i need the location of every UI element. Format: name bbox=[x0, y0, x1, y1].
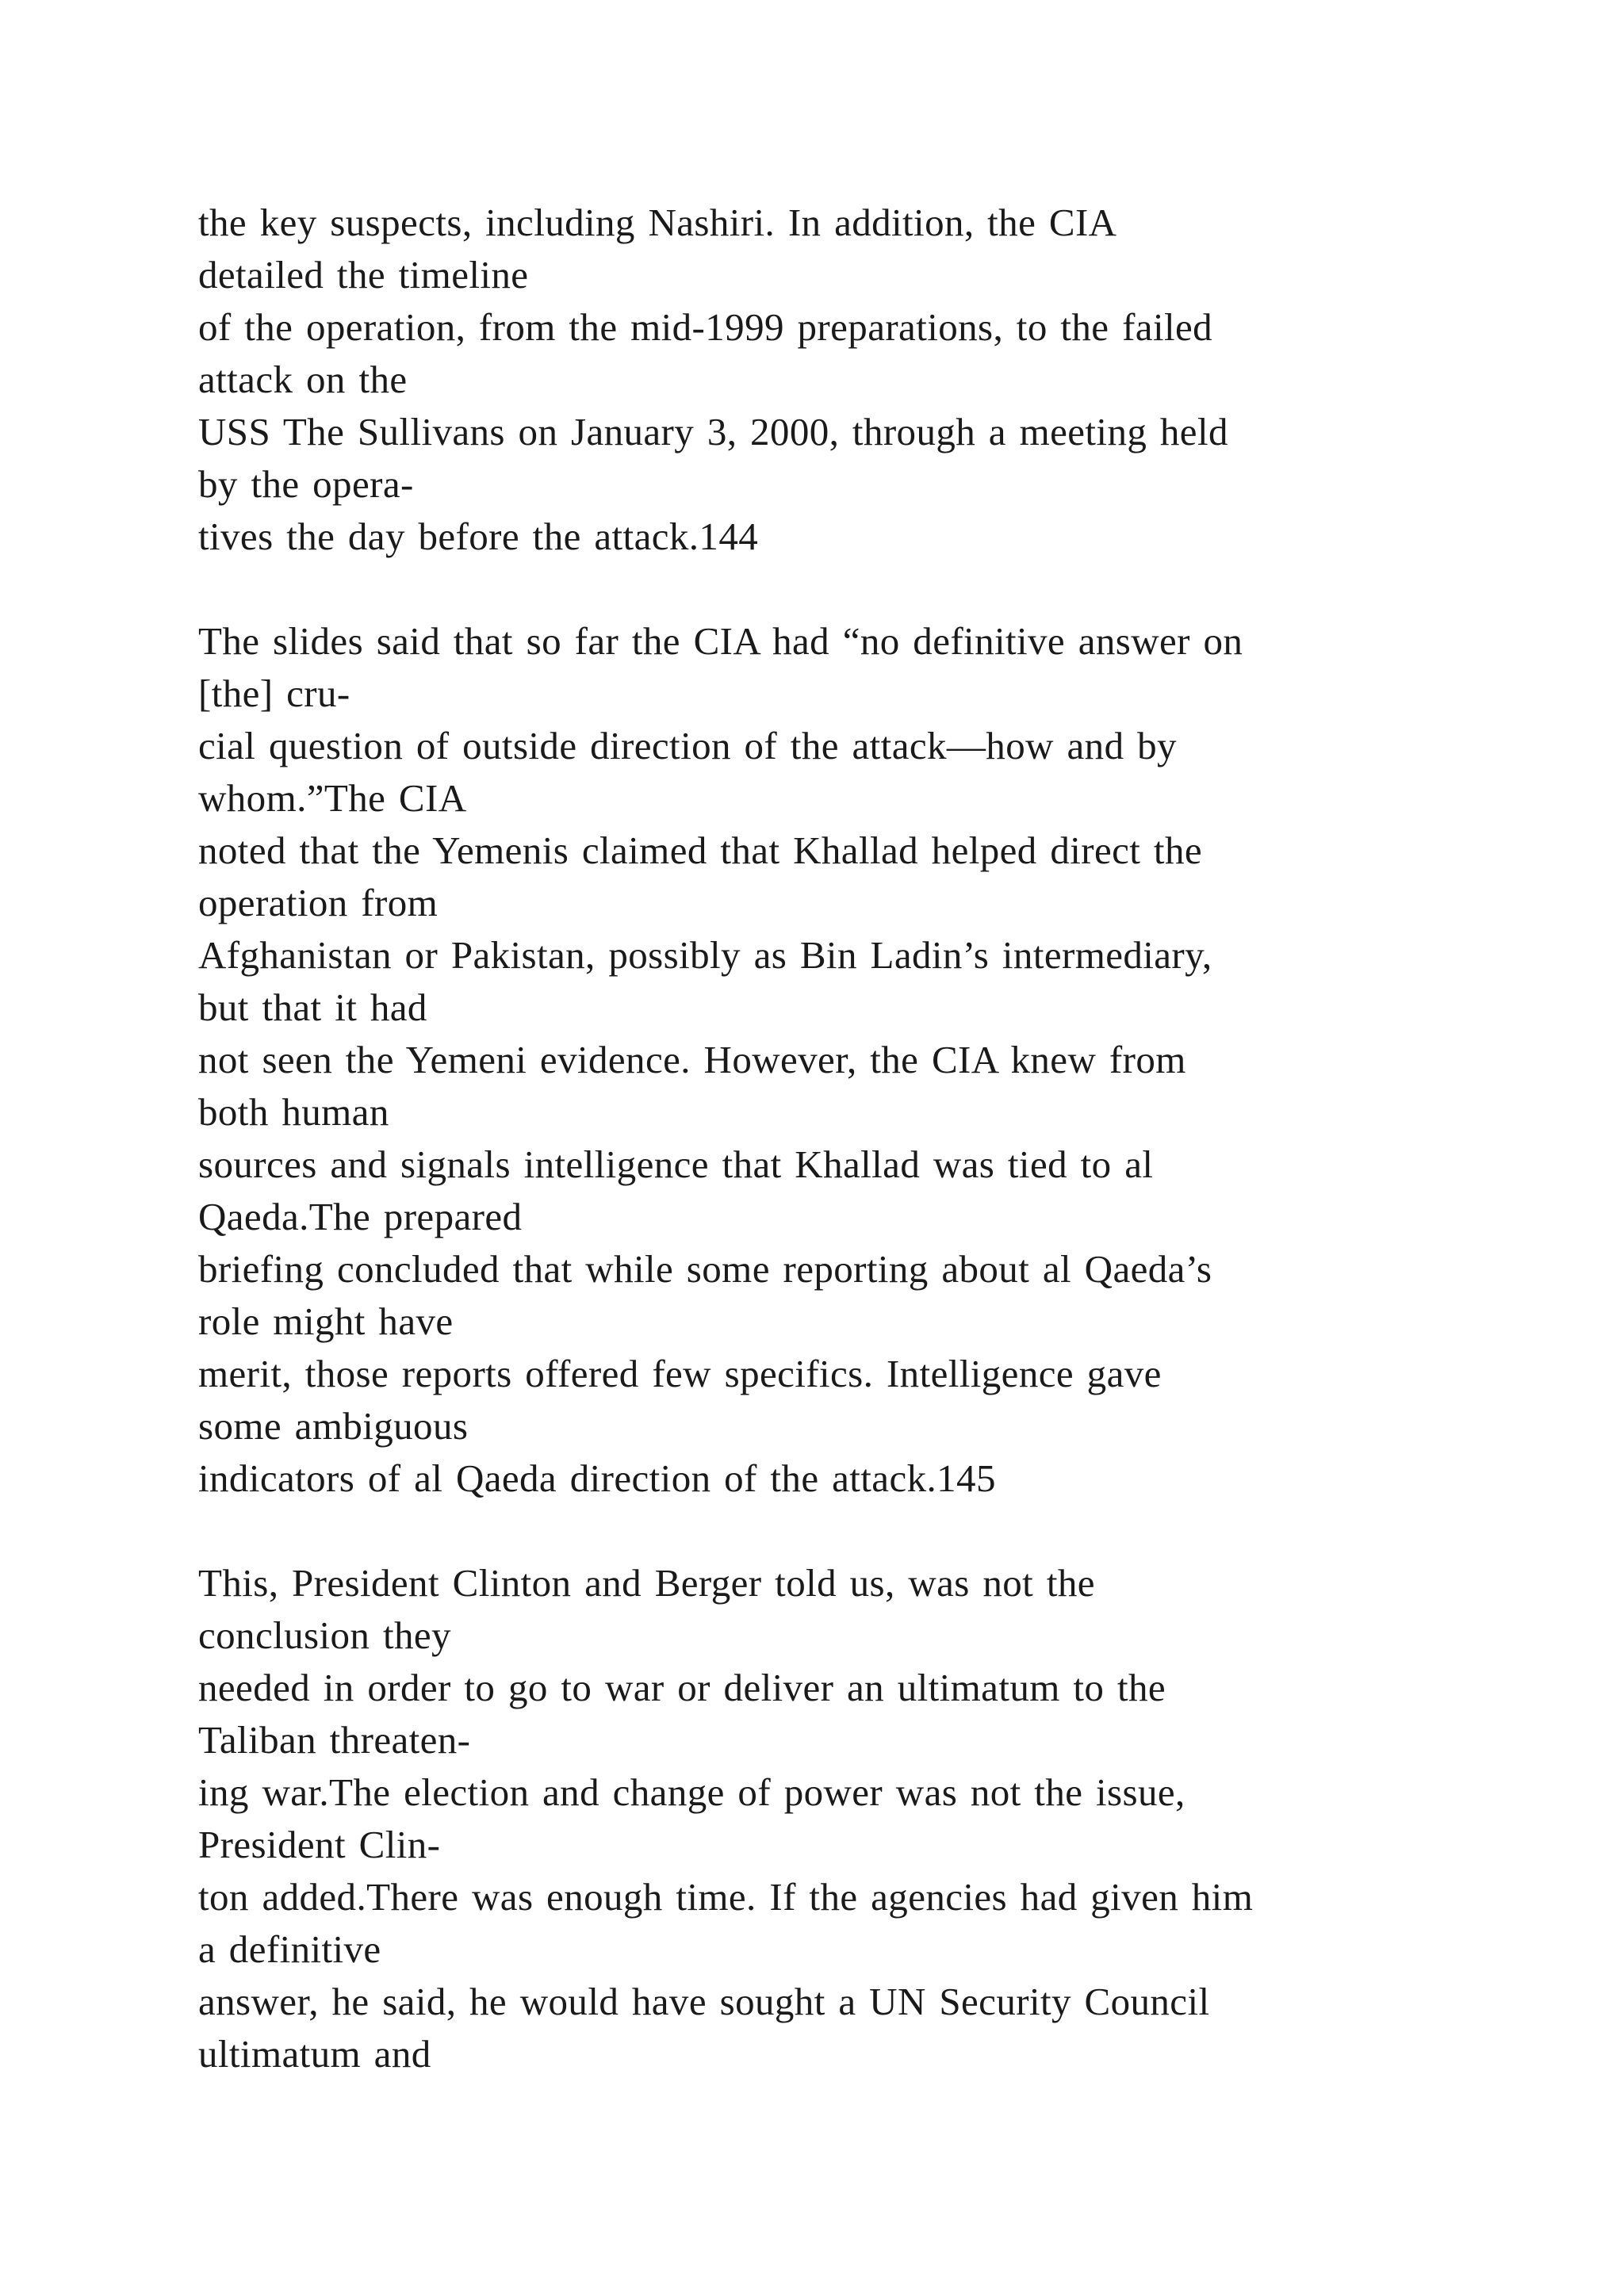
text-line: Afghanistan or Pakistan, possibly as Bin Ladin’s intermediary, bbox=[198, 933, 1212, 977]
paragraph-3 bbox=[198, 1557, 1499, 2080]
text-line: of the operation, from the mid-1999 preparations, to the failed bbox=[198, 305, 1213, 349]
text-line: some ambiguous bbox=[198, 1404, 469, 1448]
text-line: not seen the Yemeni evidence. However, the CIA knew from bbox=[198, 1038, 1186, 1081]
text-line: detailed the timeline bbox=[198, 253, 529, 297]
text-line: This, President Clinton and Berger told us, was not the bbox=[198, 1561, 1095, 1605]
text-line: conclusion they bbox=[198, 1613, 451, 1657]
text-line: Taliban threaten- bbox=[198, 1718, 471, 1762]
text-line: whom.”The CIA bbox=[198, 776, 467, 820]
text-line: operation from bbox=[198, 881, 439, 924]
text-line: the key suspects, including Nashiri. In addition, the CIA bbox=[198, 201, 1117, 244]
text-line: ton added.There was enough time. If the agencies had given him bbox=[198, 1875, 1254, 1919]
text-line: attack on the bbox=[198, 358, 408, 401]
text-line: cial question of outside direction of the attack—how and by bbox=[198, 724, 1177, 767]
paragraph-1 bbox=[198, 197, 1499, 563]
text-line: a definitive bbox=[198, 1927, 381, 1971]
text-line: briefing concluded that while some reporting about al Qaeda’s bbox=[198, 1247, 1212, 1291]
text-line: The slides said that so far the CIA had “no definitive answer on bbox=[198, 619, 1243, 663]
paragraph-2 bbox=[198, 615, 1499, 1505]
text-line: indicators of al Qaeda direction of the attack.145 bbox=[198, 1456, 996, 1500]
body-text bbox=[198, 197, 1499, 2133]
text-line: by the opera- bbox=[198, 462, 414, 506]
text-line: noted that the Yemenis claimed that Khallad helped direct the bbox=[198, 828, 1202, 872]
text-line: [the] cru- bbox=[198, 672, 350, 715]
text-line: President Clin- bbox=[198, 1823, 441, 1866]
text-line: merit, those reports offered few specifics. Intelligence gave bbox=[198, 1352, 1162, 1395]
text-line: sources and signals intelligence that Khallad was tied to al bbox=[198, 1142, 1154, 1186]
text-line: both human bbox=[198, 1090, 389, 1134]
text-line: USS The Sullivans on January 3, 2000, through a meeting held bbox=[198, 410, 1228, 453]
text-line: needed in order to go to war or deliver an ultimatum to the bbox=[198, 1666, 1166, 1709]
text-line: ing war.The election and change of power was not the issue, bbox=[198, 1770, 1185, 1814]
text-line: Qaeda.The prepared bbox=[198, 1195, 523, 1238]
text-line: tives the day before the attack.144 bbox=[198, 515, 759, 558]
text-line: but that it had bbox=[198, 985, 427, 1029]
text-line: ultimatum and bbox=[198, 2032, 431, 2076]
text-line: answer, he said, he would have sought a UN Security Council bbox=[198, 1980, 1210, 2023]
text-line: role might have bbox=[198, 1299, 454, 1343]
